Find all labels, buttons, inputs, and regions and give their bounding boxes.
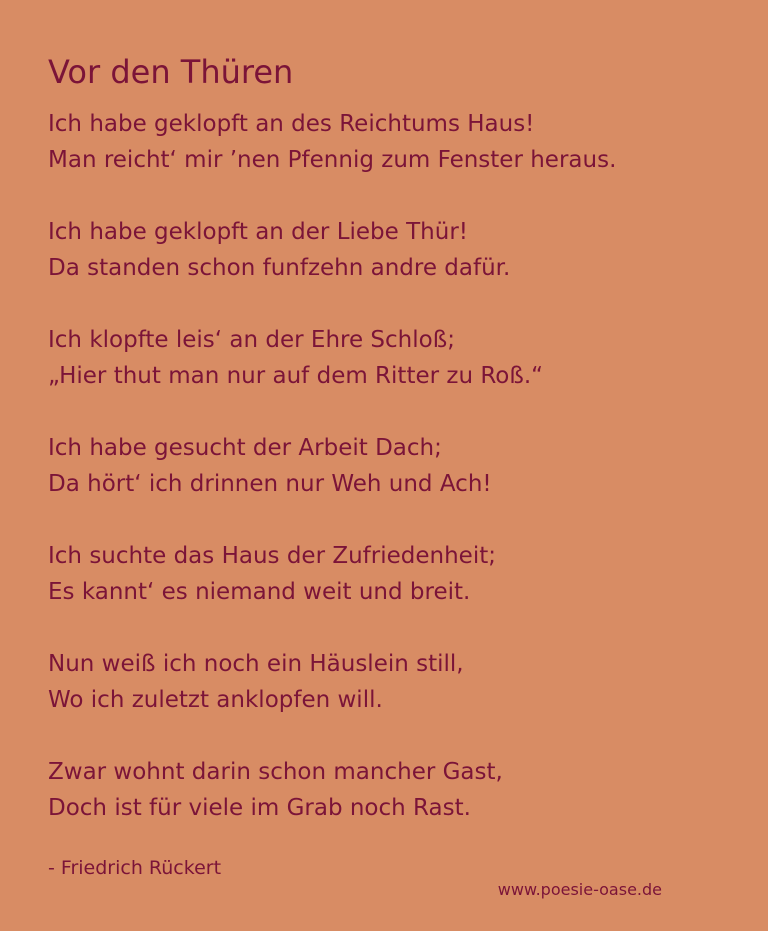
- poem-body: [48, 106, 728, 862]
- poem-line: Ich klopfte leis‘ an der Ehre Schloß;: [48, 327, 455, 353]
- poem-line: Ich habe geklopft an des Reichtums Haus!: [48, 111, 535, 137]
- poem-line: Da hört‘ ich drinnen nur Weh und Ach!: [48, 471, 492, 497]
- stanza: [48, 214, 728, 286]
- stanza: [48, 106, 728, 178]
- poem-line: Da standen schon funfzehn andre dafür.: [48, 255, 511, 281]
- poem-line: Nun weiß ich noch ein Häuslein still,: [48, 651, 464, 677]
- poem-line: Es kannt‘ es niemand weit und breit.: [48, 579, 471, 605]
- stanza: [48, 538, 728, 610]
- poem-line: „Hier thut man nur auf dem Ritter zu Roß.“: [48, 363, 544, 389]
- stanza: [48, 430, 728, 502]
- poem-title: Vor den Thüren: [48, 53, 294, 91]
- poem-line: Doch ist für viele im Grab noch Rast.: [48, 795, 471, 821]
- website-credit: www.poesie-oase.de: [497, 880, 662, 899]
- poem-line: Zwar wohnt darin schon mancher Gast,: [48, 759, 503, 785]
- poem-author: - Friedrich Rückert: [48, 857, 222, 879]
- stanza: [48, 646, 728, 718]
- stanza: [48, 754, 728, 826]
- poem-line: Man reicht‘ mir ’nen Pfennig zum Fenster heraus.: [48, 147, 617, 173]
- stanza: [48, 322, 728, 394]
- poem-line: Ich habe geklopft an der Liebe Thür!: [48, 219, 468, 245]
- poem-line: Ich habe gesucht der Arbeit Dach;: [48, 435, 442, 461]
- poem-line: Wo ich zuletzt anklopfen will.: [48, 687, 383, 713]
- poem-line: Ich suchte das Haus der Zufriedenheit;: [48, 543, 496, 569]
